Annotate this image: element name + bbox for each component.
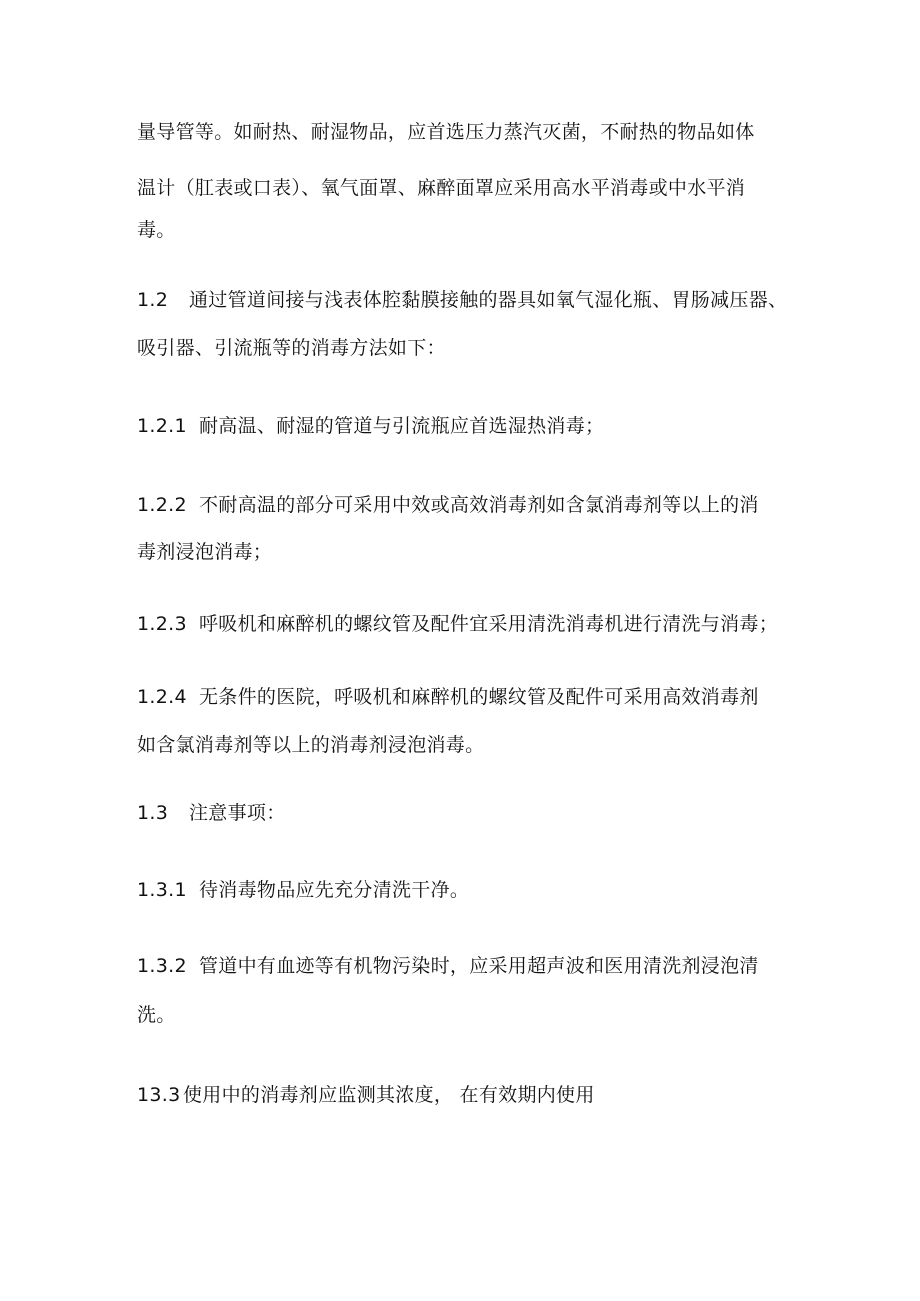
section-13-3 [137,1080,797,1110]
section-number: 1.3 [137,802,169,824]
text-line-1 [137,117,797,147]
section-number: 1.2.1 [137,415,187,437]
line-text: 耐高温、耐湿的管道与引流瓶应首选湿热消毒； [199,415,605,437]
text-line-2 [137,173,797,203]
line-text: 通过管道间接与浅表体腔黏膜接触的器具如氧气湿化瓶、胃肠减压器、 [189,289,788,311]
section-1-2-1 [137,411,797,441]
section-1-2-2-line-2 [137,537,797,567]
section-number: 1.3.1 [137,879,187,901]
line-text: 毒剂浸泡消毒； [137,541,273,563]
section-number: 1.3.2 [137,955,187,977]
section-number: 1.2 [137,289,169,311]
line-text: 使用中的消毒剂应监测其浓度， 在有效期内使用 [183,1084,595,1106]
line-text: 无条件的医院，呼吸机和麻醉机的螺纹管及配件可采用高效消毒剂 [199,686,759,708]
line-text: 待消毒物品应先充分清洗干净。 [199,879,470,901]
line-text: 如含氯消毒剂等以上的消毒剂浸泡消毒。 [137,734,485,756]
section-1-2-line-1 [137,285,797,315]
section-number: 1.2.3 [137,613,187,635]
section-1-3-2-line-1 [137,951,797,981]
line-text: 吸引器、引流瓶等的消毒方法如下： [137,337,446,359]
line-text: 呼吸机和麻醉机的螺纹管及配件宜采用清洗消毒机进行清洗与消毒； [199,613,779,635]
line-text: 管道中有血迹等有机物污染时，应采用超声波和医用清洗剂浸泡清 [199,955,759,977]
line-text: 温计（肛表或口表）、氧气面罩、麻醉面罩应采用高水平消毒或中水平消 [137,177,746,199]
section-number: 13.3 [137,1084,181,1106]
section-1-2-2-line-1 [137,490,797,520]
text-line-3 [137,215,797,245]
section-number: 1.2.4 [137,686,187,708]
section-1-2-3 [137,609,797,639]
line-text: 量导管等。如耐热、耐湿物品，应首选压力蒸汽灭菌，不耐热的物品如体 [137,121,755,143]
section-1-2-4-line-2 [137,730,797,760]
section-1-2-line-2 [137,333,797,363]
line-text: 毒。 [137,219,176,241]
section-1-2-4-line-1 [137,682,797,712]
line-text: 洗。 [137,1004,176,1026]
section-1-3-2-line-2 [137,1000,797,1030]
section-number: 1.2.2 [137,494,187,516]
line-text: 不耐高温的部分可采用中效或高效消毒剂如含氯消毒剂等以上的消 [199,494,759,516]
section-1-3-1 [137,875,797,905]
line-text: 注意事项： [189,802,286,824]
section-1-3 [137,798,797,828]
